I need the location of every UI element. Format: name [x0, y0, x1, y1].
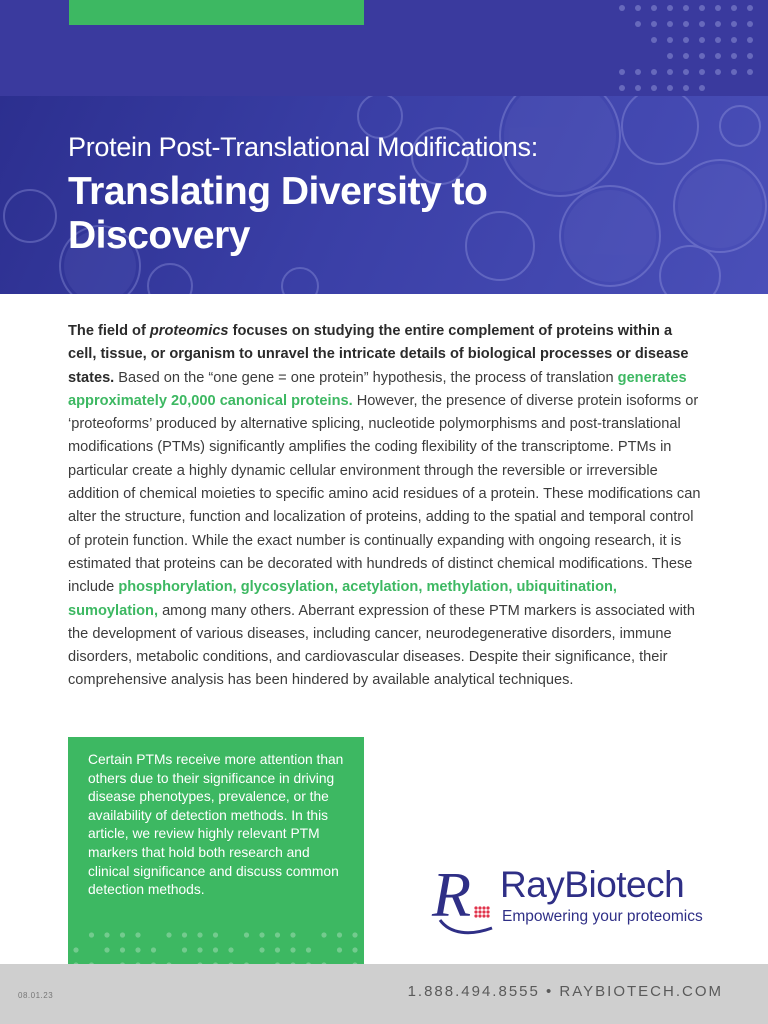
footer-date: 08.01.23 — [18, 991, 54, 1000]
highlight-ptm-list: phosphorylation, glycosylation, acetylation, methylation, ubiquitination, sumoylation, — [68, 579, 617, 619]
top-green-accent-bar — [69, 0, 364, 25]
callout-text: Certain PTMs receive more attention than others due to their significance in driving disease phenotypes, prevalence, or the availability of detection methods. In this article, we review highly relevant PTM markers that hold both research and clinical significance and discuss common detection methods. — [88, 752, 344, 898]
footer-contact: 1.888.494.8555 • RAYBIOTECH.COM — [407, 983, 723, 1000]
body-text: among many others. Aberrant expression of these PTM markers is associated with the development of various diseases, including cancer, neurodegenerative disorders, immune disorders, metabolic conditions, and cardiovascular diseases. Despite their significance, their comprehensive analysis has been hindered by available analytical techniques. — [68, 602, 695, 689]
body-text: Based on the “one gene = one protein” hypothesis, the process of translation — [114, 369, 618, 386]
document-title: Translating Diversity to Discovery — [68, 170, 488, 257]
svg-text:R: R — [432, 859, 472, 930]
raybiotech-r-logo-icon — [430, 858, 500, 938]
body-text: However, the presence of diverse protein isoforms or ‘proteoforms’ produced by alternative splicing, nucleotide polymorphisms and post-translational modifications (PTMs) significantly amplifies the coding flexibility of the transcriptome. PTMs in particular create a highly dynamic cellular environment through the reversible or irreversible addition of chemical moieties to specific amino acid residues of a protein. These modifications can alter the structure, function and localization of proteins, adding to the spatial and temporal control of protein function. While the exact number is continually expanding with ongoing research, it is estimated that proteins can be decorated with hundreds of distinct chemical modifications. These include — [68, 392, 701, 596]
logo-tagline: Empowering your proteomics — [502, 908, 703, 925]
lead-text-end: focuses on studying the entire complement of proteins within a cell, tissue, or organism to unravel the intricate details of biological processes or disease states. — [68, 323, 689, 386]
highlight-canonical-proteins: generates approximately 20,000 canonical proteins. — [68, 369, 687, 409]
logo-wordmark: RayBiotech — [500, 864, 685, 905]
dot-pattern-decoration — [608, 0, 768, 96]
document-subtitle: Protein Post-Translational Modifications: — [68, 132, 538, 162]
raybiotech-logo — [430, 858, 720, 938]
lead-text: The field of — [68, 323, 150, 339]
proteomics-term: proteomics — [149, 323, 229, 339]
intro-paragraph — [68, 320, 702, 693]
